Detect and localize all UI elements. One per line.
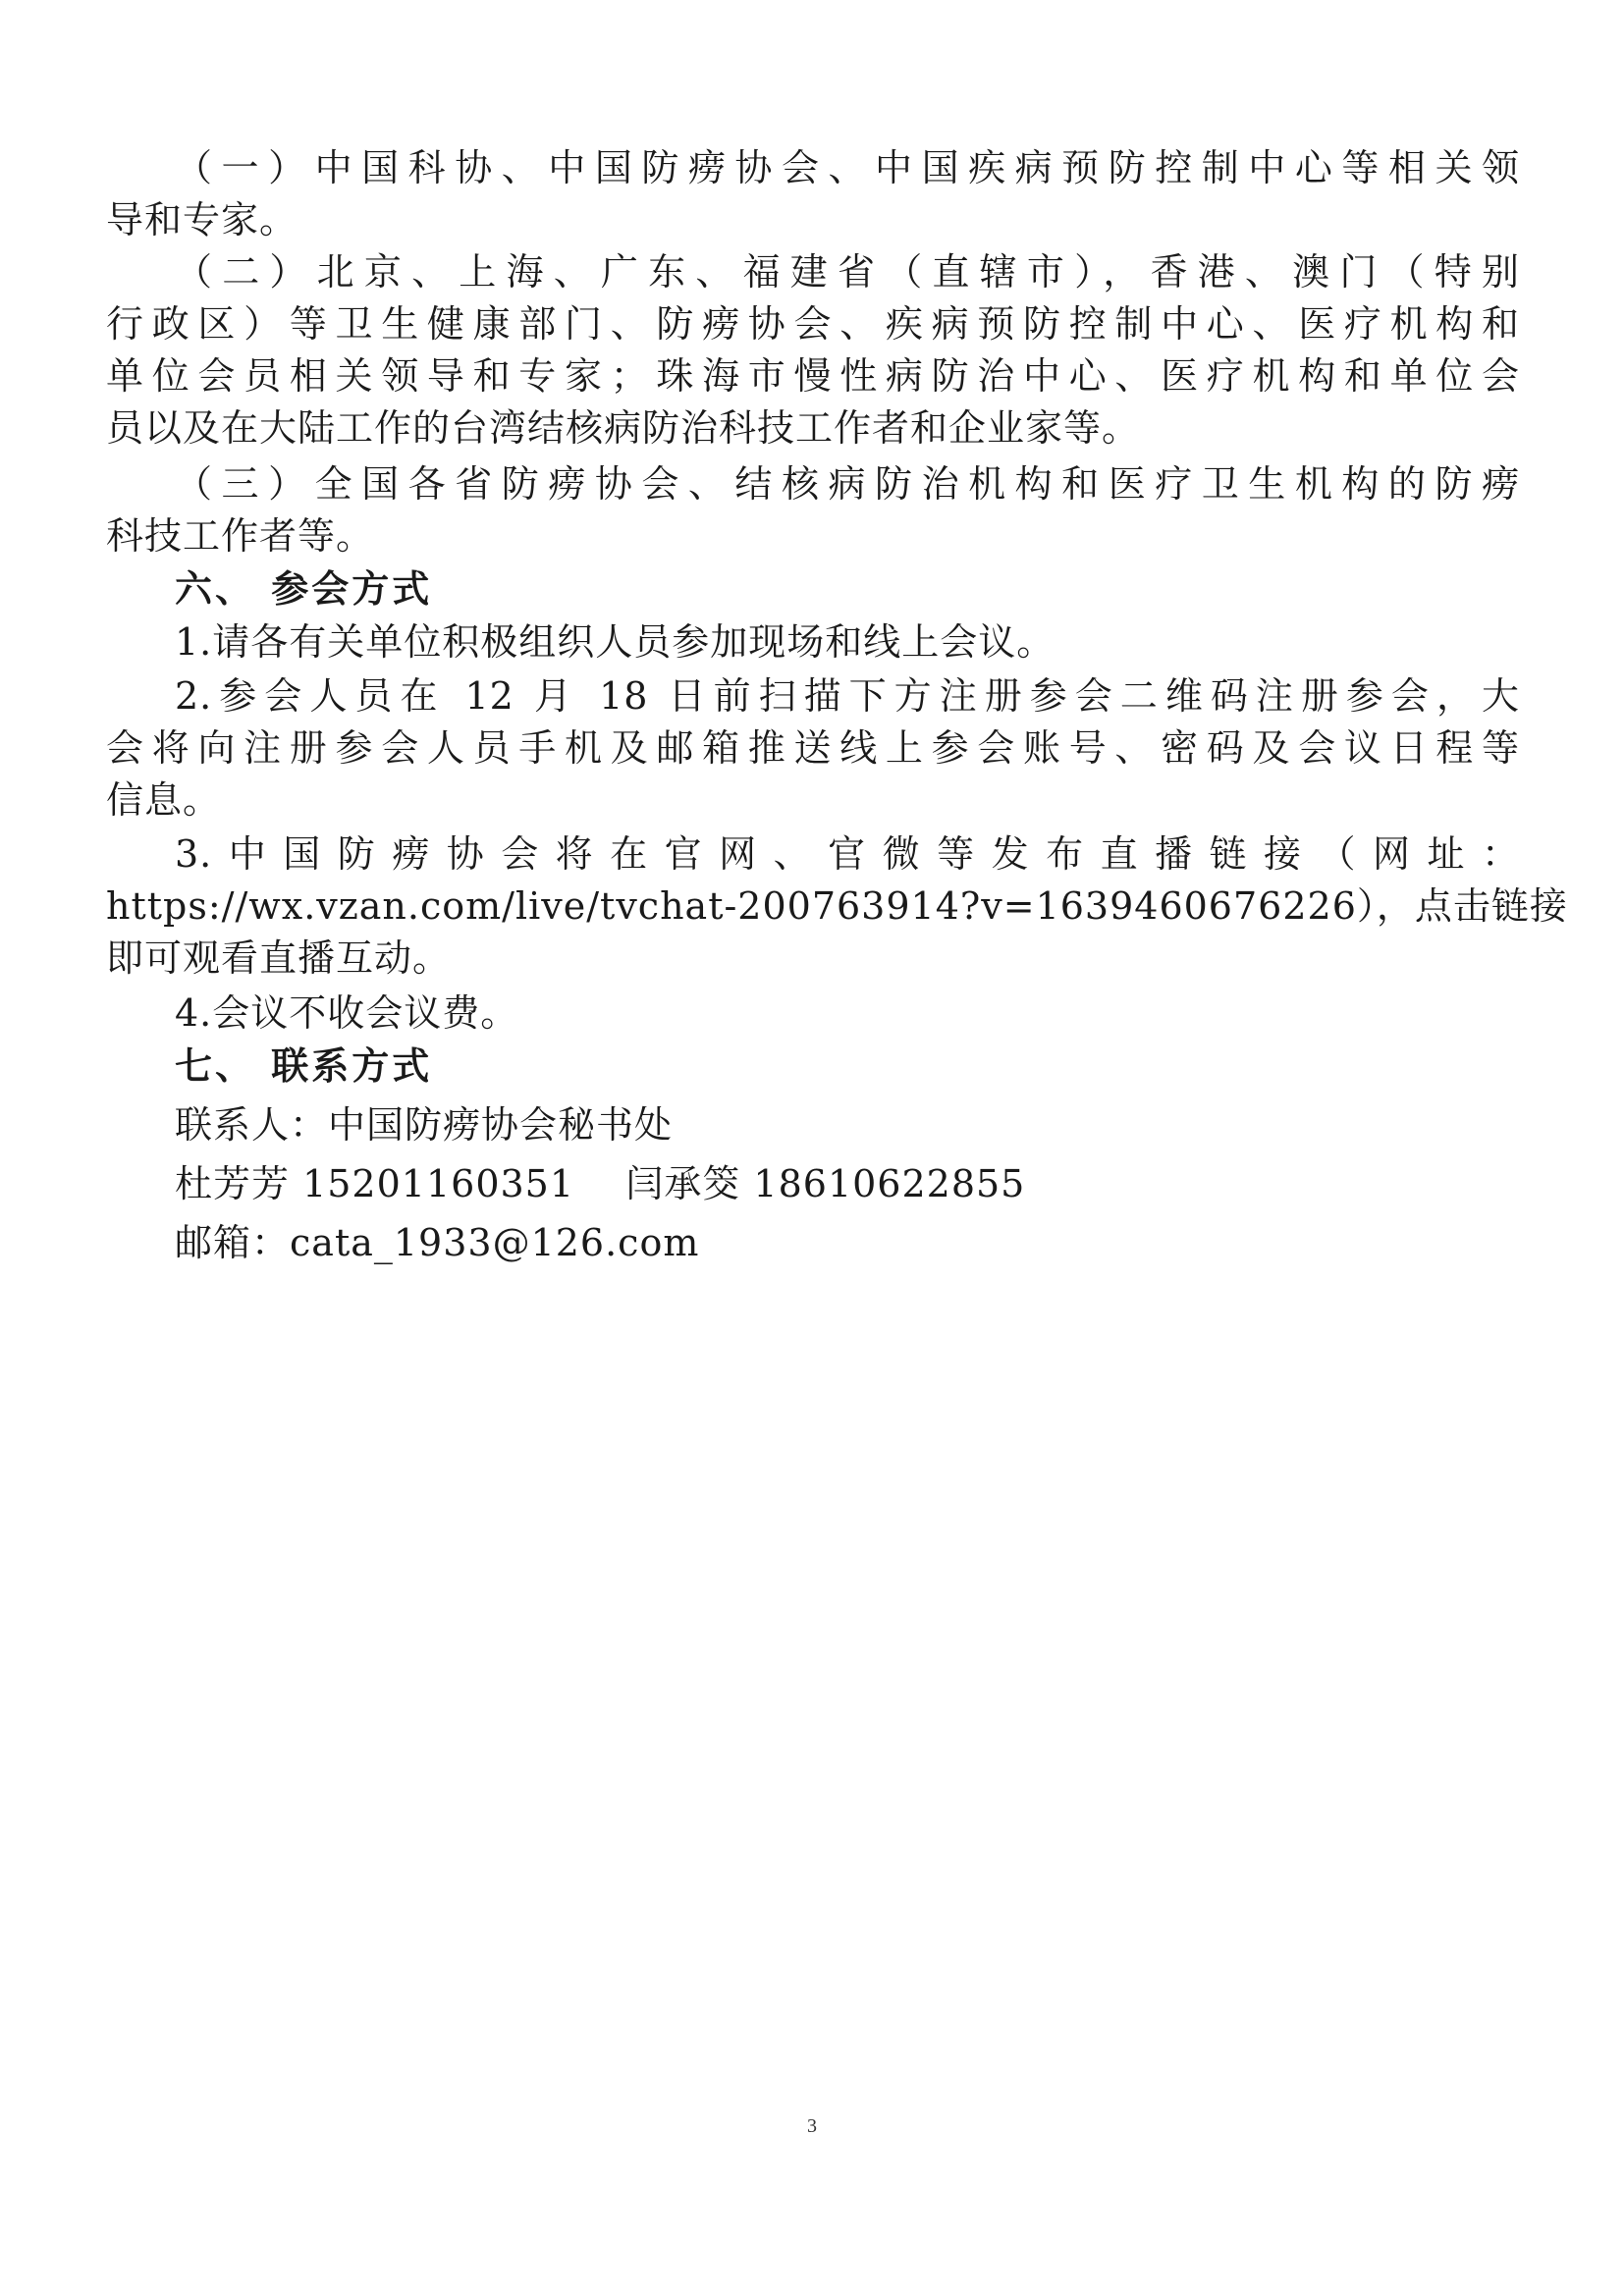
livestream-url-line: https://wx.vzan.com/live/tvchat-200763914?v=1639460676226），点击链接 xyxy=(106,884,1568,928)
contact-person: 联系人：中国防痨协会秘书处 xyxy=(175,1103,674,1147)
section-six-heading: 六、 参会方式 xyxy=(175,566,433,611)
section-seven-heading: 七、 联系方式 xyxy=(175,1043,433,1088)
paragraph-line: 员以及在大陆工作的台湾结核病防治科技工作者和企业家等。 xyxy=(106,406,1141,450)
paragraph-line: 1.请各有关单位积极组织人员参加现场和线上会议。 xyxy=(175,620,1056,664)
paragraph-line: 3.中国防痨协会将在官网、官微等发布直播链接（网址： xyxy=(175,832,1520,876)
paragraph-line: 行政区）等卫生健康部门、防痨协会、疾病预防控制中心、医疗机构和 xyxy=(106,302,1520,346)
paragraph-line: （一）中国科协、中国防痨协会、中国疾病预防控制中心等相关领 xyxy=(175,146,1520,189)
paragraph-line: 科技工作者等。 xyxy=(106,514,375,558)
paragraph-line: 会将向注册参会人员手机及邮箱推送线上参会账号、密码及会议日程等 xyxy=(106,726,1520,770)
page-number: 3 xyxy=(807,2115,817,2137)
paragraph-line: 2.参会人员在 12 月 18 日前扫描下方注册参会二维码注册参会，大 xyxy=(175,674,1520,718)
paragraph-line: （三）全国各省防痨协会、结核病防治机构和医疗卫生机构的防痨 xyxy=(175,462,1520,506)
contact-email-text: 邮箱：cata_1933@126.com xyxy=(175,1221,700,1264)
paragraph-line: （二）北京、上海、广东、福建省（直辖市），香港、澳门（特别 xyxy=(175,250,1520,294)
paragraph-line: 信息。 xyxy=(106,778,222,822)
contact-phones: 杜芳芳 15201160351 闫承筊 18610622855 xyxy=(175,1162,1026,1205)
paragraph-line: 导和专家。 xyxy=(106,198,298,241)
paragraph-line: 单位会员相关领导和专家；珠海市慢性病防治中心、医疗机构和单位会 xyxy=(106,354,1520,398)
paragraph-line: 即可观看直播互动。 xyxy=(106,936,452,980)
contact-email xyxy=(175,1217,699,1268)
paragraph-line: 4.会议不收会议费。 xyxy=(175,991,519,1035)
